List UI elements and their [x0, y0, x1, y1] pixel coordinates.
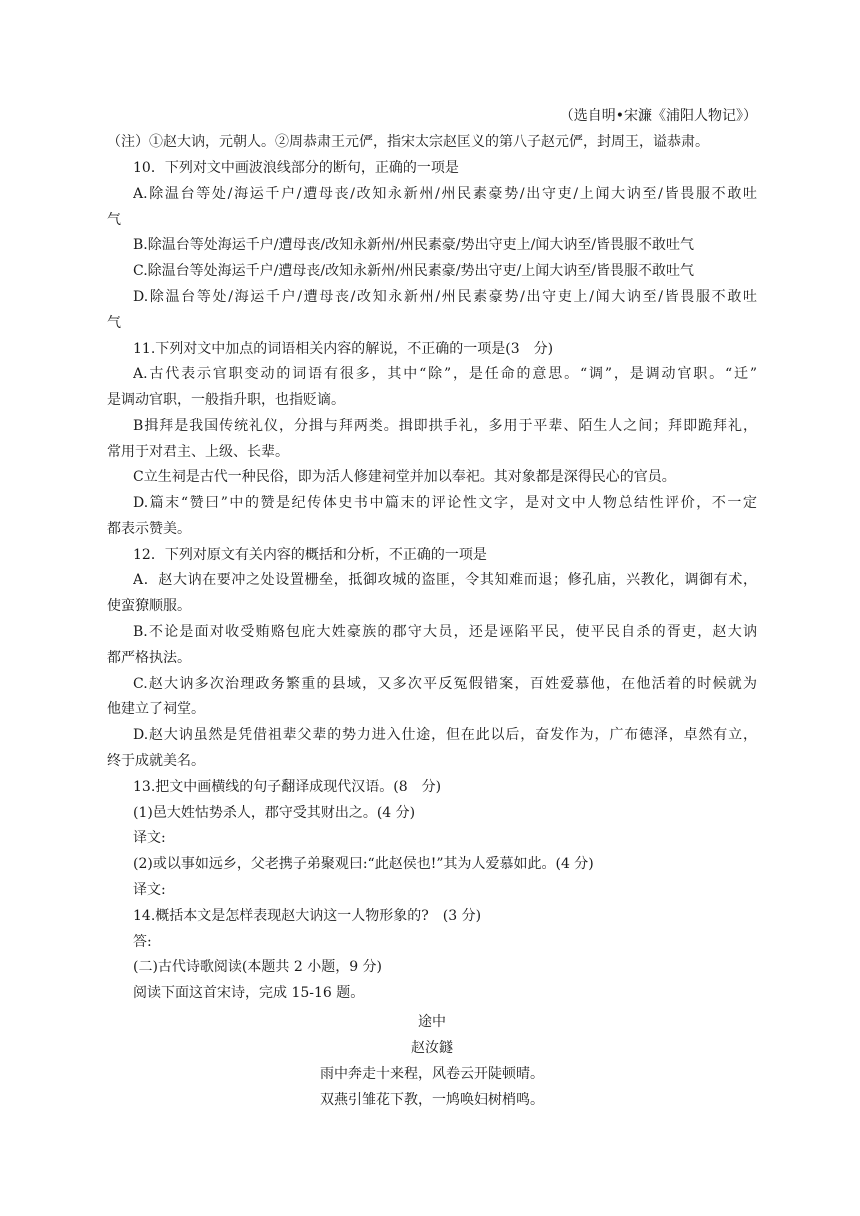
q10-option-b: B.除温台等处海运千户/遭母丧/改知永新州/州民素豪/势出守吏上/闻大讷至/皆畏服不敢吐气 [133, 237, 695, 253]
q11-option-a: A.古代表示官职变动的词语有很多，其中“除”，是任命的意思。“调”，是调动官职。“迁” [133, 366, 757, 382]
q11-stem: 11.下列对文中加点的词语相关内容的解说，不正确的一项是(3 分) [133, 341, 554, 357]
q10-stem: 10．下列对文中画波浪线部分的断句，正确的一项是 [133, 160, 459, 176]
q13-sentence-2: (2)或以事如远乡，父老携子弟聚观曰:“此赵侯也!”其为人爱慕如此。(4 分) [133, 856, 594, 872]
q12-option-d-cont: 终于成就美名。 [107, 753, 205, 769]
q13-sentence-1: (1)邑大姓怙势杀人，郡守受其财出之。(4 分) [133, 805, 416, 821]
poem-line-1: 雨中奔走十来程，风卷云开陡顿晴。 [320, 1066, 544, 1082]
q10-option-d-cont: 气 [107, 315, 121, 331]
q11-option-d-cont: 都表示赞美。 [107, 521, 191, 537]
q14-answer-label: 答: [133, 934, 152, 950]
q11-option-d: D.篇末“赞曰”中的赞是纪传体史书中篇末的评论性文字，是对文中人物总结性评价，不一定 [133, 495, 757, 511]
poem-title: 途中 [418, 1014, 446, 1030]
q10-option-a: A.除温台等处/海运千户/遭母丧/改知永新州/州民素豪势/出守吏/上闻大讷至/皆畏服不敢吐 [133, 186, 757, 202]
q11-option-b: B揖拜是我国传统礼仪，分揖与拜两类。揖即拱手礼，多用于平辈、陌生人之间；拜即跪拜礼， [133, 418, 757, 434]
q12-option-c: C.赵大讷多次治理政务繁重的县域，又多次平反冤假错案，百姓爱慕他，在他活着的时候就为 [133, 676, 757, 692]
source-citation: （选自明•宋濂《浦阳人物记》） [559, 108, 757, 124]
q12-option-a: A．赵大讷在要冲之处设置栅垒，抵御攻城的盗匪，令其知难而退；修孔庙，兴教化，调御有术， [133, 572, 757, 588]
section-intro: 阅读下面这首宋诗，完成 15-16 题。 [133, 985, 365, 1001]
q12-option-d: D.赵大讷虽然是凭借祖辈父辈的势力进入仕途，但在此以后，奋发作为，广布德泽，卓然有立， [133, 727, 757, 743]
q13-stem: 13.把文中画横线的句子翻译成现代汉语。(8 分) [133, 779, 442, 795]
q12-option-a-cont: 使蛮獠顺服。 [107, 598, 191, 614]
q11-option-b-cont: 常用于对君主、上级、长辈。 [107, 444, 289, 460]
q12-option-c-cont: 他建立了祠堂。 [107, 701, 205, 717]
q13-translation-1-label: 译文: [133, 830, 166, 846]
poem-author: 赵汝鐩 [411, 1040, 453, 1056]
q10-option-d: D.除温台等处/海运千户/遭母丧/改知永新州/州民素豪势/出守吏上/闻大讷至/皆畏服不敢吐 [133, 289, 757, 305]
q11-option-a-cont: 是调动官职，一般指升职，也指贬谪。 [107, 392, 345, 408]
section-title: (二)古代诗歌阅读(本题共 2 小题，9 分) [133, 959, 383, 975]
q12-option-b: B.不论是面对收受贿赂包庇大姓豪族的郡守大员，还是诬陷平民，使平民自杀的胥吏，赵大讷 [133, 624, 757, 640]
q12-stem: 12．下列对原文有关内容的概括和分析，不正确的一项是 [133, 547, 487, 563]
q13-translation-2-label: 译文: [133, 882, 166, 898]
q14-stem: 14.概括本文是怎样表现赵大讷这一人物形象的? (3 分) [133, 908, 482, 924]
q10-option-c: C.除温台等处海运千户/遭母丧/改知永新州/州民素豪/势出守吏/上闻大讷至/皆畏服不敢吐气 [133, 263, 694, 279]
poem-line-2: 双燕引雏花下教，一鸠唤妇树梢鸣。 [320, 1092, 544, 1108]
q12-option-b-cont: 都严格执法。 [107, 650, 191, 666]
q11-option-c: C立生祠是古代一种民俗，即为活人修建祠堂并加以奉祀。其对象都是深得民心的官员。 [133, 469, 676, 485]
q10-option-a-cont: 气 [107, 212, 121, 228]
annotation-note: （注）①赵大讷，元朝人。②周恭肃王元俨，指宋太宗赵匡义的第八子赵元俨，封周王，谥恭肃。 [107, 134, 709, 150]
